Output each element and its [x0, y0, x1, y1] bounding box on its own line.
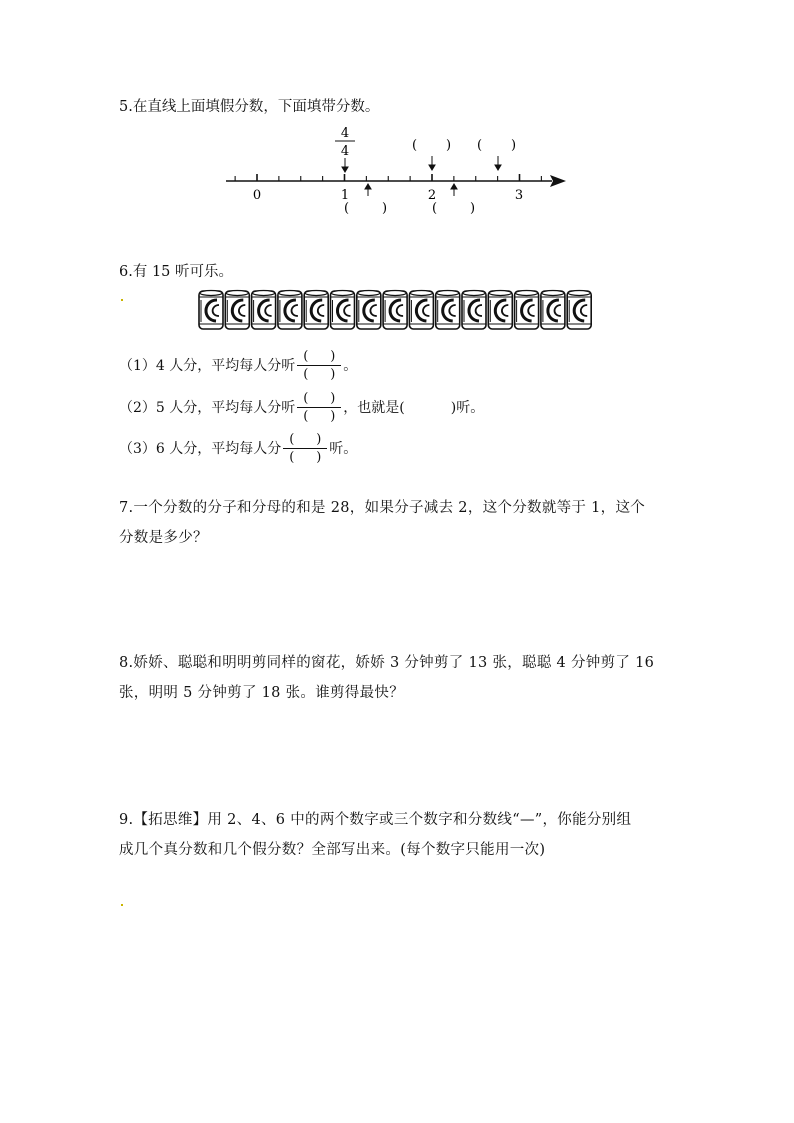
cola-can-icon: [252, 291, 276, 330]
answer-fraction[interactable]: ( ) ( ): [297, 390, 341, 425]
cola-can-icon: [278, 291, 302, 330]
tick-label-0: 0: [252, 188, 262, 203]
question-8-line-1: 8.娇娇、聪聪和明明剪同样的窗花，娇娇 3 分钟剪了 13 张，聪聪 4 分钟剪了 16: [119, 655, 655, 671]
answer-fraction[interactable]: ( ) ( ): [297, 348, 341, 383]
blank-open-paren: (: [432, 201, 438, 216]
blank-close-paren: ): [511, 138, 517, 153]
question-9: [119, 805, 679, 865]
q6-item-3-prefix: （3）6 人分，平均每人分: [119, 441, 282, 457]
q6-item-2-prefix: （2）5 人分，平均每人分听: [119, 400, 296, 416]
number-line-figure: [222, 122, 572, 222]
q6-item-2-extra: )听。: [450, 400, 485, 416]
up-arrow-icon: [451, 184, 457, 196]
cola-can-icon: [331, 291, 355, 330]
number-line-ticks: [235, 174, 541, 181]
blank-close-paren: ): [446, 138, 452, 153]
question-7-line-2: 分数是多少？: [119, 530, 208, 546]
q6-item-2-suffix: ，也就是(: [343, 400, 405, 416]
q6-item-3-suffix: 听。: [329, 441, 358, 457]
cola-can-icon: [488, 291, 512, 330]
cola-can-icon: [357, 291, 381, 330]
question-7: [119, 493, 679, 553]
number-line-arrowhead: [550, 175, 566, 187]
question-8-line-2: 张，明明 5 分钟剪了 18 张。谁剪得最快？: [119, 685, 405, 701]
fraction-numerator: 4: [340, 126, 350, 141]
q6-item-3: [119, 428, 357, 468]
blank-open-paren: (: [412, 138, 418, 153]
q6-item-1-suffix: 。: [343, 358, 358, 374]
tick-label-2: 2: [427, 188, 437, 203]
cola-can-icon: [225, 291, 249, 330]
tick-label-1: 1: [340, 188, 350, 203]
question-8: [119, 648, 679, 708]
blank-open-paren: (: [477, 138, 483, 153]
answer-fraction[interactable]: ( ) ( ): [283, 431, 327, 466]
fraction-denominator: 4: [340, 144, 350, 159]
cola-can-icon: [541, 291, 565, 330]
cola-can-icon: [304, 291, 328, 330]
blank-open-paren: (: [344, 201, 350, 216]
question-9-line-2: 成几个真分数和几个假分数？全部写出来。(每个数字只能用一次): [119, 842, 546, 858]
q6-item-1-prefix: （1）4 人分，平均每人分听: [119, 358, 296, 374]
cola-can-icon: [462, 291, 486, 330]
question-9-line-1: 9.【拓思维】用 2、4、6 中的两个数字或三个数字和分数线“—”，你能分别组: [119, 812, 632, 828]
q6-item-1: [119, 345, 357, 385]
cola-can-icon: [567, 291, 591, 330]
tick-label-3: 3: [514, 188, 524, 203]
down-arrow-icon: [342, 158, 348, 172]
up-arrow-icon: [365, 184, 371, 196]
blank-close-paren: ): [470, 201, 476, 216]
q6-item-2: [119, 387, 484, 427]
question-5-title: 5.在直线上面填假分数，下面填带分数。: [119, 99, 380, 115]
blank-close-paren: ): [382, 201, 388, 216]
cola-can-icon: [515, 291, 539, 330]
cola-can-icon: [199, 291, 223, 330]
cola-can-icon: [409, 291, 433, 330]
cola-can-icon: [383, 291, 407, 330]
down-arrow-icon: [495, 156, 501, 170]
down-arrow-icon: [429, 156, 435, 170]
question-7-line-1: 7.一个分数的分子和分母的和是 28，如果分子减去 2，这个分数就等于 1，这个: [119, 500, 646, 516]
cola-can-icon: [436, 291, 460, 330]
question-6-title: 6.有 15 听可乐。: [119, 264, 234, 280]
cola-cans-illustration: [197, 288, 597, 332]
